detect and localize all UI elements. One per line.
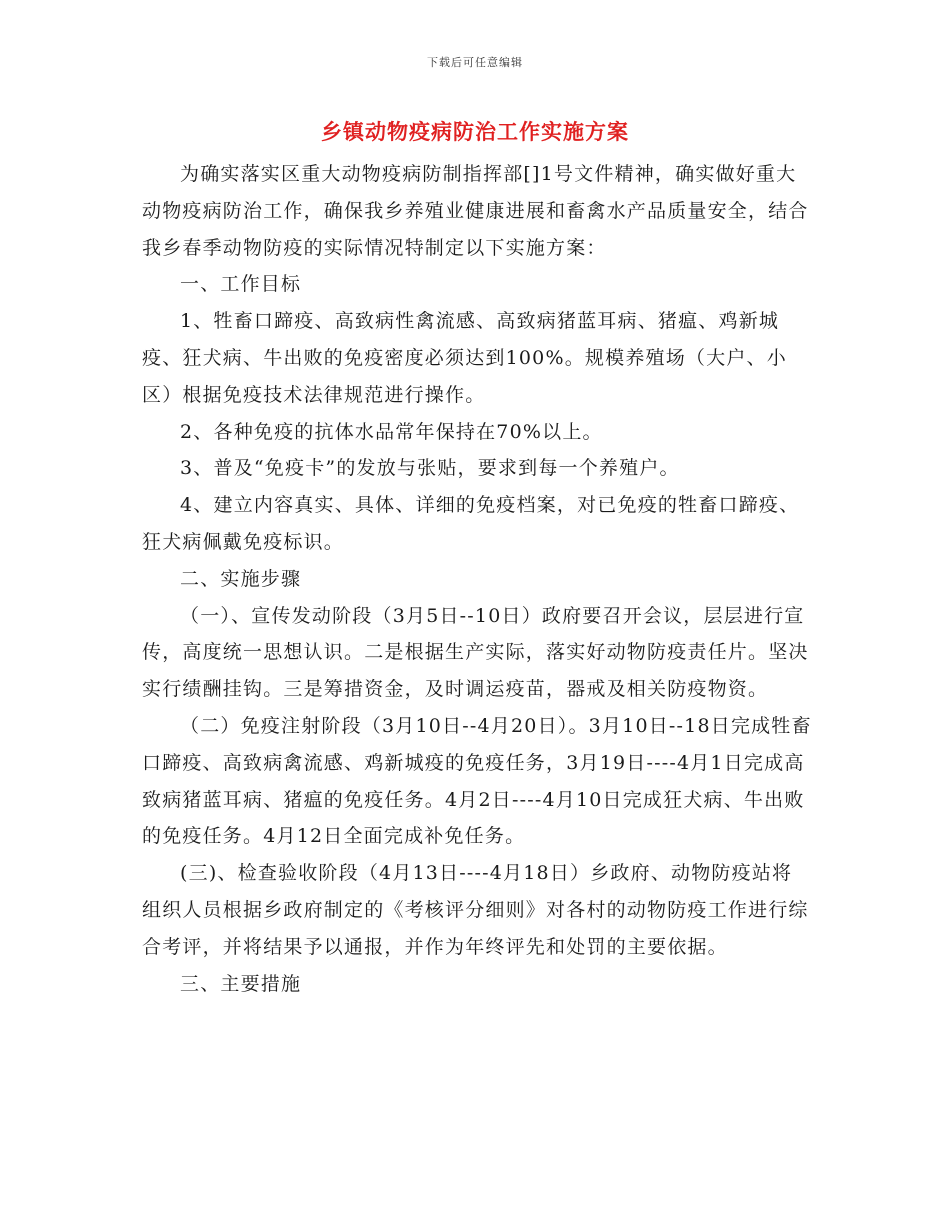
header-note: 下载后可任意编辑 xyxy=(427,56,523,69)
paragraph-step-2: （二）免疫注射阶段（3月10日--4月20日）。3月10日--18日完成牲畜口蹄疫、高致病禽流感、鸡新城疫的免疫任务，3月19日----4月1日完成高致病猪蓝耳病、猪瘟的免疫任务。4月2日----4月10日完成狂犬病、牛出败的免疫任务。4月12日全面完成补免任务。 xyxy=(142,714,812,848)
document-title: 乡镇动物疫病防治工作实施方案 xyxy=(321,119,629,144)
document-body xyxy=(142,156,812,1002)
paragraph-step-1: （一）、宣传发动阶段（3月5日--10日）政府要召开会议，层层进行宣传，高度统一思想认识。二是根据生产实际，落实好动物防疫责任片。坚决实行绩酬挂钩。三是筹措资金，及时调运疫苗，器戒及相关防疫物资。 xyxy=(142,604,809,701)
paragraph-goal-3: 3、普及“免疫卡”的发放与张贴，要求到每一个养殖户。 xyxy=(180,457,680,480)
section-heading-measures: 三、主要措施 xyxy=(180,972,302,995)
section-heading-steps: 二、实施步骤 xyxy=(180,567,302,590)
paragraph-goal-2: 2、各种免疫的抗体水品常年保持在70%以上。 xyxy=(180,420,603,443)
paragraph-intro: 为确实落实区重大动物疫病防制指挥部[]1号文件精神，确实做好重大动物疫病防治工作，确保我乡养殖业健康进展和畜禽水产品质量安全，结合我乡春季动物防疫的实际情况特制定以下实施方案： xyxy=(142,163,809,259)
paragraph-goal-4: 4、建立内容真实、具体、详细的免疫档案，对已免疫的牲畜口蹄疫、狂犬病佩戴免疫标识。 xyxy=(142,494,800,553)
section-heading-goals: 一、工作目标 xyxy=(180,273,302,296)
paragraph-goal-1: 1、牲畜口蹄疫、高致病性禽流感、高致病猪蓝耳病、猪瘟、鸡新城疫、狂犬病、牛出败的免疫密度必须达到100%。规模养殖场（大户、小区）根据免疫技术法律规范进行操作。 xyxy=(142,310,787,406)
paragraph-step-3: (三)、检查验收阶段（4月13日----4月18日）乡政府、动物防疫站将组织人员根据乡政府制定的《考核评分细则》对各村的动物防疫工作进行综合考评，并将结果予以通报，并作为年终评先和处罚的主要依据。 xyxy=(142,862,809,958)
